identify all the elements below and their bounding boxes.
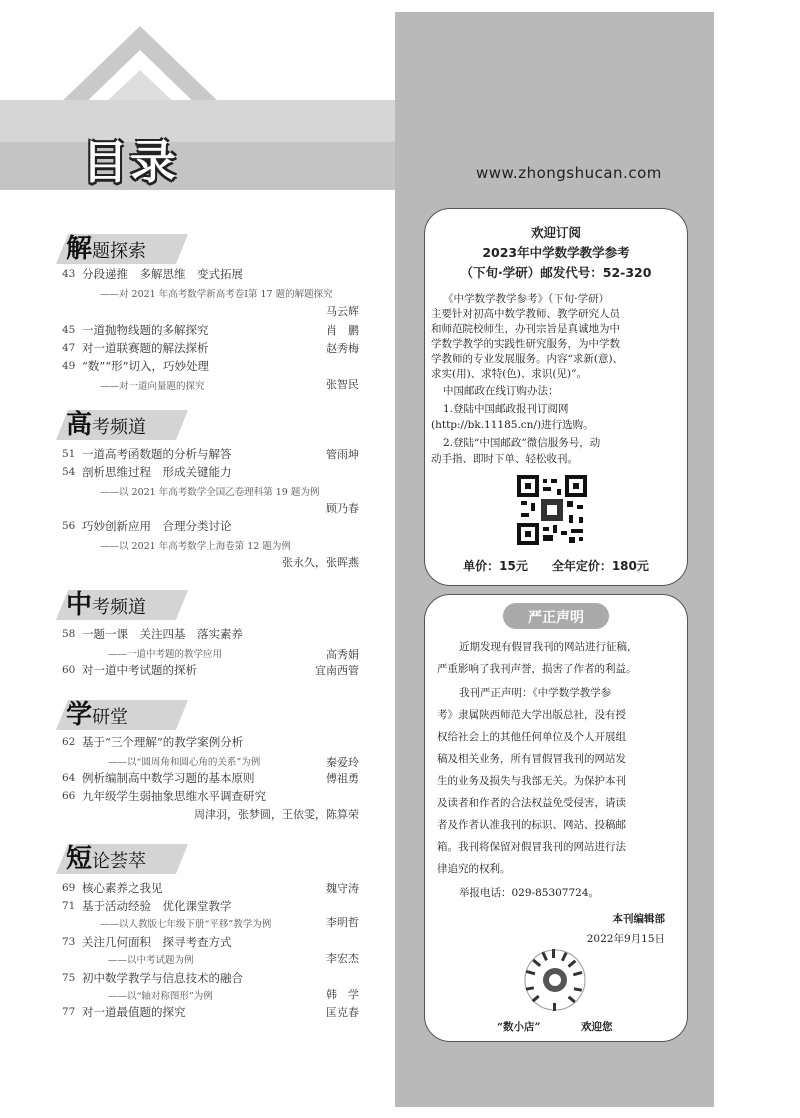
section-header-1	[58, 228, 218, 264]
section-header-4	[58, 694, 218, 730]
toc-entry[interactable]: 例析编制高中数学习题的基本原则	[82, 771, 255, 785]
qr-code-icon[interactable]	[517, 475, 587, 545]
page-title: 目录	[82, 135, 178, 189]
toc-entry[interactable]: 一道高考函数题的分析与解答	[82, 447, 232, 461]
toc-author: 张智民	[326, 378, 359, 391]
statement-line: 权给社会上的其他任何单位及个人开展组	[437, 731, 626, 743]
toc-page: 58	[62, 628, 76, 640]
statement-line: 箱。我刊将保留对假冒我刊的网站进行法	[437, 841, 626, 853]
intro-line: 学教师的专业发展服务。内容“求新(意)、	[431, 353, 624, 365]
toc-author: 李明哲	[326, 916, 359, 929]
section-rest: 考频道	[92, 417, 147, 438]
postal-code-line: （下旬·学研）邮发代号：52-320	[460, 265, 652, 280]
section-rest: 题探索	[92, 241, 147, 262]
section-initial: 解	[66, 234, 93, 264]
toc-entry[interactable]: “数”“形”切入，巧妙处理	[82, 359, 210, 373]
section-header-5	[58, 838, 218, 874]
toc-subtitle: ——以人教版七年级下册“平移”教学为例	[100, 919, 272, 930]
statement-line: 律追究的权利。	[437, 863, 511, 875]
section-initial: 高	[66, 410, 93, 440]
statement-line: 者及作者认准我刊的标识、网站、投稿邮	[437, 819, 626, 831]
statement-line: 考》隶属陕西师范大学出版总社，没有授	[437, 709, 626, 721]
toc-entry[interactable]: 巧妙创新应用 合理分类讨论	[82, 519, 232, 533]
toc-subtitle: ——一道中考题的教学应用	[108, 649, 223, 660]
toc-entry[interactable]: 对一道中考试题的探析	[82, 663, 197, 677]
toc-subtitle: ——对一道向量题的探究	[100, 381, 205, 392]
section-rest: 论荟萃	[92, 851, 147, 872]
shop-welcome: 欢迎您	[581, 1021, 613, 1033]
statement-signer: 本刊编辑部	[612, 913, 665, 925]
toc-subtitle: ——以 2021 年高考数学全国乙卷理科第 19 题为例	[100, 487, 320, 498]
report-phone: 举报电话：029-85307724。	[459, 887, 600, 899]
toc-author: 管雨坤	[326, 448, 359, 461]
toc-author: 马云辉	[326, 305, 359, 318]
section-initial: 学	[66, 700, 93, 730]
statement-line: 生的业务及损失与我部无关。为保护本刊	[437, 775, 626, 787]
toc-entry[interactable]: 剖析思维过程 形成关键能力	[82, 465, 232, 479]
toc-author: 顾乃春	[326, 502, 359, 515]
toc-subtitle: ——以“圆周角和圆心角的关系”为例	[108, 757, 261, 768]
toc-page: 51	[62, 448, 76, 460]
toc-author: 李宏杰	[326, 952, 359, 965]
toc-author: 肖 鹏	[326, 324, 359, 337]
toc-author: 魏守涛	[326, 882, 359, 895]
toc-entry[interactable]: 对一道最值题的探究	[82, 1005, 186, 1019]
toc-page: 49	[62, 360, 76, 372]
intro-line: 求实(用)、求特(色)、求识(见)”。	[431, 368, 587, 380]
toc-page: 43	[62, 268, 76, 280]
price-line: 单价：15元 全年定价：180元	[463, 559, 649, 573]
toc-entry[interactable]: 分段递推 多解思维 变式拓展	[82, 267, 243, 281]
method-1-url[interactable]: (http://bk.11185.cn/)进行选购。	[431, 419, 594, 431]
section-header-3	[58, 584, 218, 620]
toc-entry[interactable]: 九年级学生弱抽象思维水平调查研究	[82, 789, 266, 803]
statement-heading-badge	[503, 603, 609, 629]
section-rest: 研堂	[92, 707, 129, 728]
section-initial: 短	[66, 844, 93, 874]
section-initial: 中	[66, 590, 93, 620]
statement-line: 严重影响了我刊声誉，损害了作者的利益。	[437, 663, 637, 675]
website-url[interactable]: www.zhongshucan.com	[476, 164, 662, 182]
intro-line: 《中学数学教学参考》（下旬·学研）	[443, 293, 610, 305]
shop-qr-icon[interactable]	[519, 947, 591, 1013]
toc-page: 54	[62, 466, 76, 478]
toc-page: 47	[62, 342, 76, 354]
toc-page: 60	[62, 664, 76, 676]
toc-entry[interactable]: 一道抛物线题的多解探究	[82, 323, 209, 337]
toc-entry[interactable]: 核心素养之我见	[82, 881, 163, 895]
toc-subtitle: ——以中考试题为例	[108, 955, 194, 966]
statement-line: 及读者和作者的合法权益免受侵害，请读	[437, 797, 626, 809]
shop-name: “数小店”	[497, 1021, 541, 1033]
toc-author: 秦爱玲	[326, 756, 359, 769]
statement-line: 我刊严正声明：《中学数学教学参	[459, 687, 612, 699]
toc-page: 45	[62, 324, 76, 336]
statement-heading: 严正声明	[528, 610, 584, 626]
toc-subtitle: ——以“轴对称图形”为例	[108, 991, 213, 1002]
journal-name: 2023年中学数学教学参考	[482, 245, 630, 260]
toc-subtitle: ——对 2021 年高考数学新高考卷Ⅰ第 17 题的解题探究	[100, 289, 333, 300]
method-title: 中国邮政在线订购办法：	[443, 385, 559, 397]
toc-page: 73	[62, 936, 76, 948]
subscribe-heading: 欢迎订阅	[530, 225, 581, 240]
statement-line: 稿及相关业务，所有冒假冒我刊的网站发	[437, 753, 626, 765]
toc-entry[interactable]: 关注几何面积 探寻考查方式	[82, 935, 232, 949]
roof-decoration	[40, 18, 240, 108]
section-rest: 考频道	[92, 597, 147, 618]
toc-author: 匡克春	[326, 1006, 359, 1019]
method-2: 2.登陆“中国邮政”微信服务号，动	[443, 437, 601, 449]
toc-page: 66	[62, 790, 76, 802]
toc-author: 傅祖勇	[326, 772, 359, 785]
toc-page: 77	[62, 1006, 76, 1018]
method-2b: 动手指、即时下单、轻松收刊。	[431, 453, 578, 465]
toc-author: 韩 学	[326, 988, 359, 1001]
intro-line: 主要针对初高中数学教师、教学研究人员	[431, 308, 620, 320]
subscribe-card	[424, 208, 688, 586]
toc-entry[interactable]: 基于“三个理解”的教学案例分析	[82, 735, 244, 749]
intro-line: 和师范院校师生，办刊宗旨是真诚地为中	[431, 323, 620, 335]
toc-entry[interactable]: 一题一课 关注四基 落实素养	[82, 627, 243, 641]
toc-entry[interactable]: 基于活动经验 优化课堂教学	[82, 899, 232, 913]
toc-entry[interactable]: 初中数学教学与信息技术的融合	[82, 971, 243, 985]
toc-entry[interactable]: 对一道联赛题的解法探析	[82, 341, 209, 355]
intro-line: 学数学教学的实践性研究服务，为中学数	[431, 338, 620, 350]
toc-author: 张永久，张晖燕	[282, 556, 359, 569]
toc-page: 62	[62, 736, 76, 748]
toc-subtitle: ——以 2021 年高考数学上海卷第 12 题为例	[100, 541, 291, 552]
statement-line: 近期发现有假冒我刊的网站进行征稿，	[459, 641, 638, 653]
statement-date: 2022年9月15日	[586, 933, 665, 945]
toc-author: 赵秀梅	[326, 342, 359, 355]
method-1: 1.登陆中国邮政报刊订阅网	[443, 403, 569, 415]
toc-author: 周津羽，张梦圆，王依雯，陈算荣	[194, 808, 359, 821]
statement-card	[424, 594, 688, 1042]
toc-author: 高秀娟	[326, 648, 359, 661]
toc-page: 71	[62, 900, 76, 912]
toc-author: 宜南西管	[315, 664, 359, 677]
section-header-2	[58, 404, 218, 440]
toc-page: 64	[62, 772, 76, 784]
toc-page: 69	[62, 882, 76, 894]
toc-page: 56	[62, 520, 76, 532]
toc-page: 75	[62, 972, 76, 984]
